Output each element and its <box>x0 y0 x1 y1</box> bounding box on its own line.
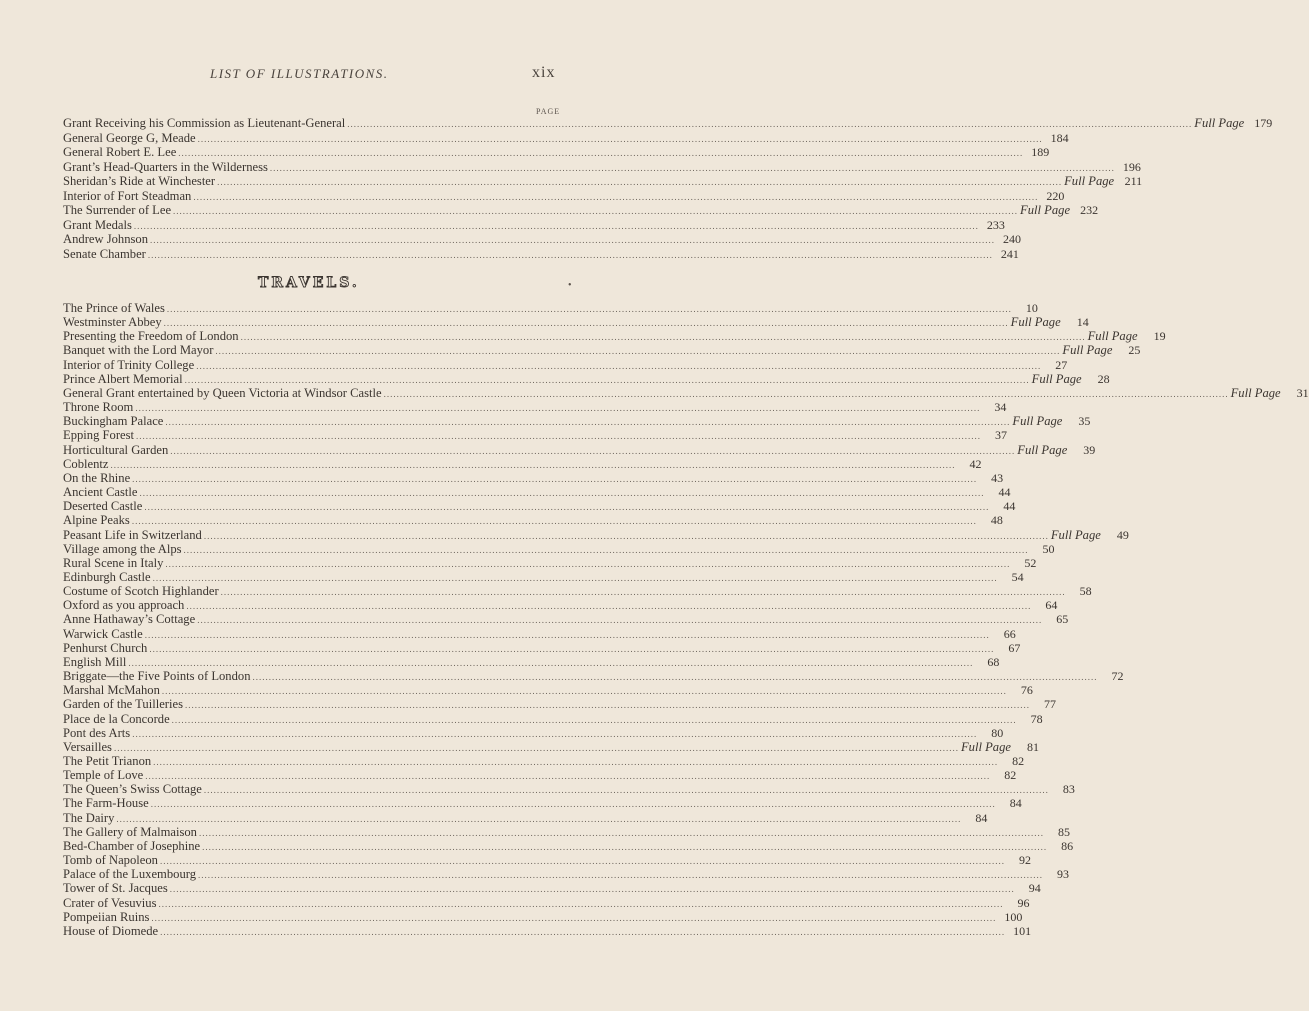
entry-page-number: 42 <box>969 456 982 471</box>
entry-page-number: 94 <box>1028 881 1041 896</box>
entry-title: Crater of Vesuvius <box>63 895 157 910</box>
list-item <box>63 739 1039 754</box>
dot-leader: .................................................................................................................................................................................................................................................................... <box>198 870 1044 881</box>
entry-title: Pompeiian Ruins <box>63 909 150 924</box>
dot-leader: .................................................................................................................................................................................................................................................................... <box>202 841 1048 852</box>
entry-title: Pont des Arts <box>63 725 131 740</box>
entry-page-number: 93 <box>1057 867 1070 882</box>
page-column-label: PAGE <box>536 107 561 116</box>
dot-leader: .................................................................................................................................................................................................................................................................... <box>186 601 1032 612</box>
dot-leader: .................................................................................................................................................................................................................................................................... <box>203 530 1049 541</box>
dot-leader: .................................................................................................................................................................................................................................................................... <box>215 346 1061 357</box>
entry-page-number: 82 <box>1012 754 1025 768</box>
list-item <box>63 640 1021 655</box>
list-item <box>63 584 1092 599</box>
entry-title: Ancient Castle <box>63 485 138 500</box>
entry-page-number: 86 <box>1061 838 1074 853</box>
entry-title: Penhurst Church <box>63 640 148 655</box>
entry-title: Temple of Love <box>63 768 144 783</box>
entry-title: Grant Medals <box>63 217 132 232</box>
list-item <box>63 555 1037 570</box>
list-item <box>63 838 1074 853</box>
entry-page-number: 48 <box>990 513 1003 528</box>
dot-leader: .................................................................................................................................................................................................................................................................... <box>144 502 990 513</box>
entry-title: Banquet with the Lord Mayor <box>63 343 214 358</box>
full-page-note: Full Page <box>1010 315 1061 330</box>
list-item <box>63 116 1273 131</box>
dot-leader: .................................................................................................................................................................................................................................................................... <box>217 177 1063 187</box>
dot-leader: .................................................................................................................................................................................................................................................................... <box>133 220 979 231</box>
dot-leader: .................................................................................................................................................................................................................................................................... <box>183 544 1029 555</box>
entry-page-number: 34 <box>994 400 1007 415</box>
dot-leader: .................................................................................................................................................................................................................................................................... <box>173 206 1019 216</box>
entry-page-number: 78 <box>1030 711 1043 726</box>
entry-page-number: 179 <box>1254 116 1273 130</box>
dot-leader: .................................................................................................................................................................................................................................................................... <box>135 403 981 414</box>
list-item <box>63 711 1043 726</box>
entry-page-number: 189 <box>1031 145 1050 159</box>
entry-title: The Farm-House <box>63 796 149 811</box>
travels-list <box>63 301 1309 938</box>
dot-leader: .................................................................................................................................................................................................................................................................... <box>347 119 1193 129</box>
list-item <box>63 881 1041 896</box>
full-page-note: Full Page <box>1017 442 1068 457</box>
list-item <box>63 246 1019 262</box>
illustrations-list <box>63 116 1273 261</box>
dot-leader: .................................................................................................................................................................................................................................................................... <box>152 572 998 583</box>
dot-leader: .................................................................................................................................................................................................................................................................... <box>203 785 1049 796</box>
dot-leader: .................................................................................................................................................................................................................................................................... <box>153 757 999 767</box>
entry-page-number: 184 <box>1050 130 1069 145</box>
entry-title: Palace of the Luxembourg <box>63 867 197 882</box>
entry-page-number: 240 <box>1003 232 1022 246</box>
entry-page-number: 67 <box>1008 640 1021 655</box>
entry-title: Oxford as you approach <box>63 598 185 613</box>
entry-page-number: 92 <box>1018 853 1031 868</box>
list-item <box>63 159 1141 175</box>
dot-leader: .................................................................................................................................................................................................................................................................... <box>132 473 978 484</box>
full-page-note: Full Page <box>1194 116 1245 130</box>
list-item <box>63 895 1030 910</box>
dot-leader: .................................................................................................................................................................................................................................................................... <box>198 827 1044 838</box>
list-item <box>63 598 1058 613</box>
dot-leader: .................................................................................................................................................................................................................................................................... <box>128 657 974 668</box>
entry-page-number: 82 <box>1004 768 1017 783</box>
entry-title: Throne Room <box>63 400 134 415</box>
list-item <box>63 470 1004 485</box>
entry-page-number: 196 <box>1122 159 1141 174</box>
entry-title: Garden of the Tuilleries <box>63 697 183 712</box>
entry-title: Peasant Life in Switzerland <box>63 527 202 542</box>
dot-leader: .................................................................................................................................................................................................................................................................... <box>147 249 993 260</box>
list-item <box>63 853 1031 868</box>
entry-page-number: 37 <box>995 428 1008 443</box>
list-item <box>63 329 1166 344</box>
entry-page-number: 10 <box>1025 301 1038 315</box>
entry-page-number: 44 <box>1003 499 1016 514</box>
entry-page-number: 96 <box>1017 895 1030 910</box>
dot-leader: .................................................................................................................................................................................................................................................................... <box>158 898 1004 909</box>
list-item <box>63 343 1141 358</box>
entry-title: The Petit Trianon <box>63 754 152 768</box>
dot-leader: .................................................................................................................................................................................................................................................................... <box>269 162 1115 173</box>
entry-title: Tomb of Napoleon <box>63 853 158 868</box>
entry-page-number: 83 <box>1062 782 1075 797</box>
list-item <box>63 485 1011 500</box>
entry-page-number: 232 <box>1080 203 1099 217</box>
dot-leader: .................................................................................................................................................................................................................................................................... <box>178 148 1024 158</box>
full-page-note: Full Page <box>1050 527 1101 542</box>
entry-page-number: 77 <box>1043 697 1056 712</box>
dot-leader: .................................................................................................................................................................................................................................................................... <box>252 672 1098 683</box>
entry-title: General Grant entertained by Queen Victoria at Windsor Castle <box>63 385 382 400</box>
entry-page-number: 100 <box>1004 909 1023 924</box>
dot-leader: .................................................................................................................................................................................................................................................................... <box>150 235 996 245</box>
list-item <box>63 541 1055 556</box>
dot-leader: .................................................................................................................................................................................................................................................................... <box>171 714 1017 725</box>
full-page-note: Full Page <box>1012 414 1063 429</box>
section-heading-travels: TRAVELS. <box>258 275 360 291</box>
list-item <box>63 867 1070 882</box>
entry-page-number: 233 <box>986 217 1005 232</box>
list-item <box>63 456 982 471</box>
entry-title: Prince Albert Memorial <box>63 371 183 386</box>
entry-page-number: 31 <box>1296 385 1309 400</box>
entry-page-number: 101 <box>1013 923 1032 938</box>
entry-title: Presenting the Freedom of London <box>63 329 239 344</box>
entry-page-number: 220 <box>1046 188 1065 203</box>
list-item <box>63 768 1017 783</box>
list-item <box>63 357 1068 372</box>
entry-title: Grant’s Head-Quarters in the Wilderness <box>63 159 268 174</box>
dot-leader: .................................................................................................................................................................................................................................................................... <box>166 304 1012 314</box>
dot-leader: .................................................................................................................................................................................................................................................................... <box>161 686 1007 697</box>
entry-page-number: 68 <box>987 654 1000 669</box>
list-item <box>63 371 1110 386</box>
list-item <box>63 442 1096 457</box>
list-item <box>63 513 1003 528</box>
entry-page-number: 52 <box>1024 555 1037 570</box>
entry-title: The Surrender of Lee <box>63 203 172 217</box>
entry-title: Interior of Fort Steadman <box>63 188 192 203</box>
list-item <box>63 909 1023 924</box>
list-item <box>63 217 1005 233</box>
list-item <box>63 923 1032 938</box>
entry-page-number: 211 <box>1124 174 1143 188</box>
entry-page-number: 76 <box>1020 683 1033 698</box>
entry-title: The Queen’s Swiss Cottage <box>63 782 202 797</box>
entry-title: Senate Chamber <box>63 246 146 261</box>
entry-page-number: 64 <box>1045 598 1058 613</box>
entry-page-number: 241 <box>1000 246 1019 261</box>
entry-page-number: 66 <box>1003 626 1016 641</box>
full-page-note: Full Page <box>1020 203 1071 217</box>
dot-leader: .................................................................................................................................................................................................................................................................... <box>159 856 1005 867</box>
entry-title: Andrew Johnson <box>63 232 149 246</box>
entry-page-number: 25 <box>1128 343 1141 358</box>
dot-leader: .................................................................................................................................................................................................................................................................... <box>149 643 995 654</box>
entry-title: Versailles <box>63 739 112 754</box>
dot-leader: .................................................................................................................................................................................................................................................................... <box>165 417 1011 428</box>
full-page-note: Full Page <box>960 739 1011 754</box>
dot-leader: .................................................................................................................................................................................................................................................................... <box>196 360 1042 371</box>
list-item <box>63 569 1024 584</box>
entry-page-number: 84 <box>1009 796 1022 811</box>
entry-page-number: 43 <box>991 470 1004 485</box>
dot-leader: .................................................................................................................................................................................................................................................................... <box>197 615 1043 626</box>
entry-page-number: 49 <box>1116 527 1129 542</box>
list-item <box>63 782 1075 797</box>
entry-title: Deserted Castle <box>63 499 143 514</box>
entry-title: Bed-Chamber of Josephine <box>63 838 201 853</box>
list-item <box>63 612 1069 627</box>
entry-page-number: 80 <box>991 725 1004 740</box>
entry-title: The Dairy <box>63 810 115 825</box>
list-item <box>63 301 1038 315</box>
list-item <box>63 385 1309 400</box>
list-item <box>63 315 1089 330</box>
dot-leader: .................................................................................................................................................................................................................................................................... <box>151 912 997 923</box>
entry-page-number: 72 <box>1111 669 1124 684</box>
entry-title: Rural Scene in Italy <box>63 555 164 570</box>
entry-title: General Robert E. Lee <box>63 145 177 159</box>
list-item <box>63 697 1056 712</box>
dot-leader: .................................................................................................................................................................................................................................................................... <box>145 771 991 782</box>
dot-leader: .................................................................................................................................................................................................................................................................... <box>193 191 1039 202</box>
dot-leader: .................................................................................................................................................................................................................................................................... <box>197 133 1043 144</box>
header-title: LIST OF ILLUSTRATIONS. <box>210 66 389 81</box>
entry-title: House of Diomede <box>63 923 159 938</box>
dot-leader: .................................................................................................................................................................................................................................................................... <box>184 374 1030 385</box>
entry-page-number: 58 <box>1079 584 1092 599</box>
dot-leader: .................................................................................................................................................................................................................................................................... <box>139 488 985 499</box>
dot-leader: .................................................................................................................................................................................................................................................................... <box>170 445 1016 456</box>
entry-title: Interior of Trinity College <box>63 357 195 372</box>
list-item <box>63 754 1025 768</box>
list-item <box>63 130 1069 146</box>
list-item <box>63 400 1007 415</box>
full-page-note: Full Page <box>1230 385 1281 400</box>
entry-title: Grant Receiving his Commission as Lieutenant-General <box>63 116 346 130</box>
entry-title: Coblentz <box>63 456 109 471</box>
list-item <box>63 683 1033 698</box>
entry-title: On the Rhine <box>63 470 131 485</box>
dot-leader: .................................................................................................................................................................................................................................................................... <box>110 459 956 470</box>
list-item <box>63 174 1143 189</box>
entry-title: Place de la Concorde <box>63 711 170 726</box>
entry-title: Sheridan’s Ride at Winchester <box>63 174 216 188</box>
dot-leader: .................................................................................................................................................................................................................................................................... <box>113 742 959 753</box>
header-page-number: xix <box>532 64 556 81</box>
list-item <box>63 669 1124 684</box>
entry-title: The Gallery of Malmaison <box>63 824 197 839</box>
entry-page-number: 35 <box>1078 414 1091 429</box>
full-page-note: Full Page <box>1062 343 1113 358</box>
entry-page-number: 14 <box>1076 315 1089 330</box>
list-item <box>63 145 1050 160</box>
entry-title: Westminster Abbey <box>63 315 162 330</box>
entry-page-number: 81 <box>1026 739 1039 754</box>
dot-leader: .................................................................................................................................................................................................................................................................... <box>169 884 1015 895</box>
list-item <box>63 725 1004 740</box>
full-page-note: Full Page <box>1064 174 1115 188</box>
dot-leader: .................................................................................................................................................................................................................................................................... <box>144 629 990 640</box>
dot-leader: .................................................................................................................................................................................................................................................................... <box>132 728 978 739</box>
entry-title: Buckingham Palace <box>63 414 164 429</box>
entry-page-number: 44 <box>998 485 1011 500</box>
entry-title: English Mill <box>63 654 127 669</box>
entry-title: Village among the Alps <box>63 541 182 556</box>
dot-leader: .................................................................................................................................................................................................................................................................... <box>240 332 1086 343</box>
list-item <box>63 626 1016 641</box>
entry-title: Edinburgh Castle <box>63 569 151 584</box>
list-item <box>63 232 1022 247</box>
list-item <box>63 428 1008 443</box>
list-item <box>63 824 1070 839</box>
entry-title: Tower of St. Jacques <box>63 881 168 896</box>
dot-leader: .................................................................................................................................................................................................................................................................... <box>131 516 977 527</box>
list-item <box>63 188 1065 204</box>
entry-page-number: 28 <box>1097 371 1110 386</box>
stray-mark: • <box>568 280 572 291</box>
dot-leader: .................................................................................................................................................................................................................................................................... <box>184 700 1030 711</box>
entry-page-number: 27 <box>1055 357 1068 372</box>
entry-title: Anne Hathaway’s Cottage <box>63 612 196 627</box>
list-item <box>63 203 1099 218</box>
list-item <box>63 527 1129 542</box>
entry-page-number: 84 <box>975 810 988 825</box>
list-item <box>63 414 1091 429</box>
entry-title: Alpine Peaks <box>63 513 130 528</box>
dot-leader: .................................................................................................................................................................................................................................................................... <box>165 558 1011 569</box>
dot-leader: .................................................................................................................................................................................................................................................................... <box>116 813 962 824</box>
entry-page-number: 54 <box>1011 569 1024 584</box>
entry-title: Warwick Castle <box>63 626 143 641</box>
entry-title: Horticultural Garden <box>63 442 169 457</box>
dot-leader: .................................................................................................................................................................................................................................................................... <box>160 926 1006 937</box>
entry-title: General George G, Meade <box>63 130 196 145</box>
dot-leader: .................................................................................................................................................................................................................................................................... <box>383 388 1229 399</box>
dot-leader: .................................................................................................................................................................................................................................................................... <box>220 587 1066 598</box>
running-header <box>0 60 658 90</box>
dot-leader: .................................................................................................................................................................................................................................................................... <box>163 318 1009 329</box>
dot-leader: .................................................................................................................................................................................................................................................................... <box>150 799 996 810</box>
entry-page-number: 39 <box>1083 442 1096 457</box>
entry-title: Briggate—the Five Points of London <box>63 669 251 684</box>
entry-page-number: 19 <box>1153 329 1166 344</box>
list-item <box>63 810 988 825</box>
dot-leader: .................................................................................................................................................................................................................................................................... <box>136 431 982 442</box>
list-item <box>63 796 1022 811</box>
entry-page-number: 50 <box>1042 541 1055 556</box>
entry-page-number: 65 <box>1056 612 1069 627</box>
entry-title: Epping Forest <box>63 428 135 443</box>
full-page-note: Full Page <box>1087 329 1138 344</box>
list-item <box>63 499 1016 514</box>
list-item <box>63 654 1000 669</box>
entry-page-number: 85 <box>1057 824 1070 839</box>
full-page-note: Full Page <box>1031 371 1082 386</box>
entry-title: Marshal McMahon <box>63 683 160 698</box>
entry-title: The Prince of Wales <box>63 301 165 315</box>
entry-title: Costume of Scotch Highlander <box>63 584 219 599</box>
